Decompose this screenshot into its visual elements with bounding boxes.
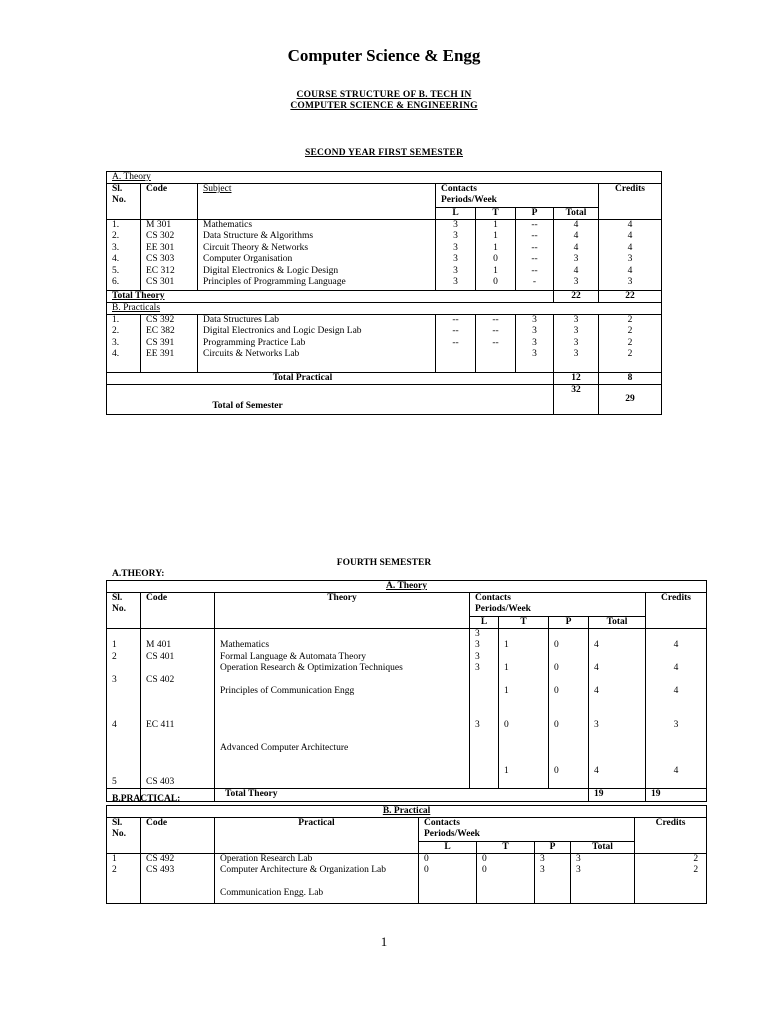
- header-sl-no: Sl. No.: [107, 593, 141, 629]
- theory-p-column: -- -- -- -- -- -: [516, 220, 554, 291]
- l-column: 3 3 3 3 3: [470, 629, 499, 789]
- practical-section-label: B.PRACTICAL:: [112, 794, 181, 804]
- practical-l-column: -- -- --: [436, 315, 476, 373]
- p-column: 3 3: [535, 854, 571, 904]
- header-credits: Credits: [635, 818, 707, 854]
- practical-column: Operation Research Lab Computer Architecture & Organization Lab Communication Engg. Lab: [215, 854, 419, 904]
- header-l: L: [436, 208, 476, 220]
- total-practical-label: Total Practical: [107, 373, 554, 385]
- header-code: Code: [141, 184, 198, 220]
- header-contacts: Contacts Periods/Week: [436, 184, 599, 208]
- header-sl-no: Sl. No.: [107, 818, 141, 854]
- theory-credits-column: 4 4 4 3 4 3: [599, 220, 662, 291]
- header-credits: Credits: [599, 184, 662, 220]
- second-year-course-table: [106, 171, 662, 415]
- sl-column: 1 2: [107, 854, 141, 904]
- total-theory-credits: 19: [646, 789, 707, 802]
- fourth-semester-heading: FOURTH SEMESTER: [336, 558, 432, 568]
- theory-table-heading: A. Theory: [107, 581, 707, 593]
- practical-credits-column: 2 2 2 2: [599, 315, 662, 373]
- header-p: P: [549, 617, 589, 629]
- page-number: 1: [380, 934, 388, 949]
- semester-heading-second-year: SECOND YEAR FIRST SEMESTER: [304, 148, 464, 158]
- header-contacts: Contacts Periods/Week: [419, 818, 635, 842]
- theory-subject-column: Mathematics Data Structure & Algorithms Circuit Theory & Networks Computer Organisation Digital Electronics & Logic Design Principles of Programming Language: [198, 220, 436, 291]
- total-semester-label: Total of Semester: [107, 385, 554, 415]
- header-theory: Theory: [215, 593, 470, 629]
- section-b-practicals-label: B. Practicals: [107, 303, 662, 315]
- credits-column: 4 4 4 3 4: [646, 629, 707, 789]
- sl-column: 1 2 3 4 5: [107, 629, 141, 789]
- fourth-semester-theory-table: [106, 580, 707, 802]
- total-theory-label: Total Theory: [215, 789, 589, 802]
- theory-column: Mathematics Formal Language & Automata Theory Operation Research & Optimization Techniques Principles of Communication Engg Advanced Computer Architecture: [215, 629, 470, 789]
- t-column: 1 1 1 0 1: [499, 629, 549, 789]
- practical-total-column: 3 3 3 3: [554, 315, 599, 373]
- document-title: Computer Science & Engg: [287, 46, 481, 65]
- t-column: 0 0: [477, 854, 535, 904]
- header-total: Total: [554, 208, 599, 220]
- total-column: 3 3: [571, 854, 635, 904]
- header-contacts: Contacts Periods/Week: [470, 593, 646, 617]
- header-t: T: [477, 842, 535, 854]
- header-t: T: [499, 617, 549, 629]
- header-code: Code: [141, 593, 215, 629]
- credits-column: 2 2: [635, 854, 707, 904]
- header-sl-no: Sl. No.: [107, 184, 141, 220]
- total-semester-value: 32: [554, 385, 599, 415]
- theory-total-column: 4 4 4 3 4 3: [554, 220, 599, 291]
- total-semester-credits: 29: [599, 385, 662, 415]
- header-p: P: [516, 208, 554, 220]
- fourth-semester-practical-table: [106, 805, 707, 904]
- practical-table-heading: B. Practical: [107, 806, 707, 818]
- header-total: Total: [589, 617, 646, 629]
- total-theory-label: Total Theory: [107, 291, 554, 303]
- header-t: T: [476, 208, 516, 220]
- header-total: Total: [571, 842, 635, 854]
- total-theory-value: 22: [554, 291, 599, 303]
- header-l: L: [470, 617, 499, 629]
- total-theory-credits: 22: [599, 291, 662, 303]
- section-a-theory-label: A. Theory: [107, 172, 662, 184]
- total-practical-credits: 8: [599, 373, 662, 385]
- practical-t-column: -- -- --: [476, 315, 516, 373]
- code-column: M 401 CS 401 CS 402 EC 411 CS 403: [141, 629, 215, 789]
- practical-subject-column: Data Structures Lab Digital Electronics and Logic Design Lab Programming Practice Lab Circuits & Networks Lab: [198, 315, 436, 373]
- theory-code-column: M 301 CS 302 EE 301 CS 303 EC 312 CS 301: [141, 220, 198, 291]
- header-subject: Subject: [198, 184, 436, 220]
- header-practical: Practical: [215, 818, 419, 854]
- course-structure-line1: COURSE STRUCTURE OF B. TECH IN: [296, 90, 472, 100]
- l-column: 0 0: [419, 854, 477, 904]
- total-column: 4 4 4 3 4: [589, 629, 646, 789]
- theory-t-column: 1 1 1 0 1 0: [476, 220, 516, 291]
- practical-sl-column: 1. 2. 3. 4.: [107, 315, 141, 373]
- header-l: L: [419, 842, 477, 854]
- header-credits: Credits: [646, 593, 707, 629]
- header-p: P: [535, 842, 571, 854]
- total-practical-value: 12: [554, 373, 599, 385]
- practical-p-column: 3 3 3 3: [516, 315, 554, 373]
- theory-sl-column: 1. 2. 3. 4. 5. 6.: [107, 220, 141, 291]
- theory-section-label: A.THEORY:: [112, 569, 165, 579]
- course-structure-line2: COMPUTER SCIENCE & ENGINEERING: [290, 101, 478, 111]
- code-column: CS 492 CS 493: [141, 854, 215, 904]
- p-column: 0 0 0 0 0: [549, 629, 589, 789]
- total-theory-value: 19: [589, 789, 646, 802]
- theory-l-column: 3 3 3 3 3 3: [436, 220, 476, 291]
- header-code: Code: [141, 818, 215, 854]
- practical-code-column: CS 392 EC 382 CS 391 EE 391: [141, 315, 198, 373]
